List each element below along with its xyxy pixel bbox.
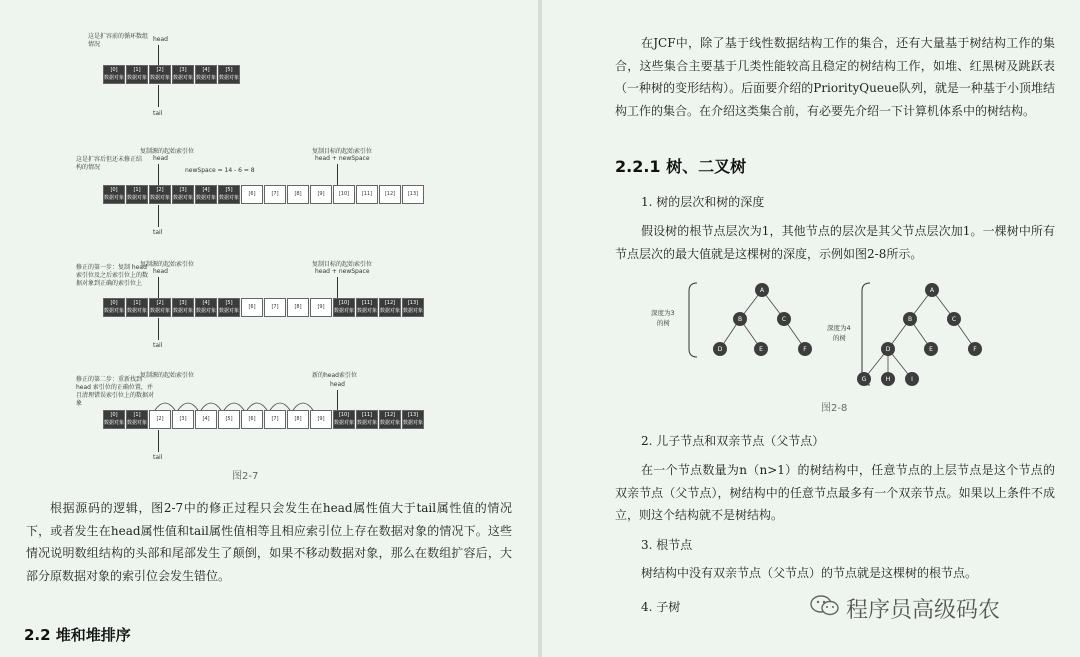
fig3-head-new: head + newSpace — [315, 268, 370, 275]
fig2-note: 这是扩容后但还未修正结构的情况 — [76, 156, 143, 171]
subheading-3: 3. 根节点 — [641, 538, 693, 552]
fig2-newhead-arrow — [337, 164, 338, 185]
array-cell: [3] 数据对象 — [172, 185, 194, 204]
subheading-4: 4. 子树 — [641, 600, 681, 614]
figure-caption: 图2-8 — [821, 403, 848, 414]
right-page — [542, 0, 1080, 657]
tree-figure — [637, 275, 1057, 395]
tree2-label-line1: 深度为4 — [827, 324, 851, 332]
fig1-tail-arrow — [158, 85, 159, 107]
paragraph-1: 假设树的根节点层次为1，其他节点的层次是其父节点层次加1。一棵树中所有节点层次的最大值就是这棵树的深度，示例如图2-8所示。 — [615, 224, 1055, 261]
watermark: 程序员高级码农 — [846, 598, 1001, 623]
fig4-head-label: head — [330, 381, 345, 388]
fig4-note: 修正的第二步：重新找到 head 索引位的正确位置，并且清理错误索引位上的数据对象 — [76, 376, 155, 407]
array-cell: [11] 数据对象 — [356, 298, 378, 317]
fig1-array — [103, 65, 241, 84]
array-cell: [3] — [172, 410, 194, 429]
wechat-icon — [810, 594, 840, 616]
array-cell: [2] 数据对象 — [149, 65, 171, 84]
array-cell: [7] — [264, 185, 286, 204]
tree2-node: F — [973, 346, 977, 353]
tree2-node: E — [929, 346, 933, 353]
array-cell: [9] — [310, 410, 332, 429]
fig2-copy-dst: 复制目标的起始索引位 — [312, 148, 373, 155]
array-cell: [2] 数据对象 — [149, 298, 171, 317]
array-cell: [13] 数据对象 — [402, 298, 424, 317]
paragraph-2: 在一个节点数量为n（n>1）的树结构中，任意节点的上层节点是这个节点的双亲节点（父节点），树结构中的任意节点最多有一个双亲节点。如果以上条件不成立，则这个结构就不是树结构。 — [615, 463, 1055, 522]
array-cell: [6] — [241, 185, 263, 204]
tree2-node: B — [907, 316, 913, 323]
fig1-head-label: head — [153, 36, 168, 43]
array-cell: [8] — [287, 298, 309, 317]
fig2-head-label: head — [153, 155, 168, 162]
tree1-node: D — [717, 346, 723, 353]
fig4-array — [103, 410, 425, 429]
array-cell: [12] 数据对象 — [379, 410, 401, 429]
array-cell: [3] 数据对象 — [172, 65, 194, 84]
intro-paragraph: 在JCF中，除了基于线性数据结构工作的集合，还有大量基于树结构工作的集合，这些集合主要基于几类性能较高且稳定的树结构工作，如堆、红黑树及跳跃表（一种树的变形结构）。后面要介绍的PriorityQueue队列，就是一种基于小顶堆结构工作的集合。在介绍这类集合前，有必要先介绍一下计算机体系中的树结构。 — [615, 36, 1055, 118]
fig3-head-arrow — [158, 277, 159, 298]
fig1-head-arrow — [158, 45, 159, 65]
tree1-node: A — [759, 287, 765, 294]
array-cell: [2] 数据对象 — [149, 185, 171, 204]
array-cell: [1] 数据对象 — [126, 185, 148, 204]
fig1-tail-label: tail — [153, 110, 163, 117]
fig3-copy-src: 复制源的起始索引位 — [140, 261, 195, 268]
fig2-head-new: head + newSpace — [315, 155, 370, 162]
tree2-node: H — [885, 376, 891, 383]
array-cell: [10] 数据对象 — [333, 410, 355, 429]
fig3-newhead-arrow — [337, 277, 338, 298]
fig2-copy-src: 复制源的起始索引位 — [140, 148, 195, 155]
array-cell: [1] 数据对象 — [126, 410, 148, 429]
fig3-copy-dst: 复制目标的起始索引位 — [312, 261, 373, 268]
left-page — [0, 0, 538, 657]
array-cell: [4] 数据对象 — [195, 185, 217, 204]
tree2-node: D — [885, 346, 891, 353]
fig3-head-label: head — [153, 268, 168, 275]
tree1-node: E — [759, 346, 763, 353]
array-cell: [9] — [310, 298, 332, 317]
array-cell: [5] 数据对象 — [218, 298, 240, 317]
fig1-note: 这是扩容前的循环数组情况 — [88, 33, 149, 48]
tree2-node: G — [861, 376, 867, 383]
fig4-move-arrows — [150, 392, 320, 412]
tree2-node: A — [929, 287, 935, 294]
section-heading: 2.2.1 树、二叉树 — [615, 157, 747, 176]
figure-caption: 图2-7 — [232, 471, 259, 482]
array-cell: [6] — [241, 410, 263, 429]
array-cell: [13] 数据对象 — [402, 410, 424, 429]
array-cell: [0] 数据对象 — [103, 65, 125, 84]
array-cell: [4] 数据对象 — [195, 298, 217, 317]
array-cell: [7] — [264, 410, 286, 429]
array-cell: [11] 数据对象 — [356, 410, 378, 429]
array-cell: [2] — [149, 410, 171, 429]
tree2-node: I — [911, 376, 913, 383]
tree1-node: B — [737, 316, 743, 323]
section-heading: 2.2 堆和堆排序 — [24, 626, 131, 644]
array-cell: [1] 数据对象 — [126, 298, 148, 317]
array-cell: [4] 数据对象 — [195, 65, 217, 84]
array-cell: [8] — [287, 185, 309, 204]
fig3-array — [103, 298, 425, 317]
array-cell: [4] — [195, 410, 217, 429]
fig2-head-arrow — [158, 164, 159, 185]
subheading-2: 2. 儿子节点和双亲节点（父节点） — [641, 434, 825, 448]
array-cell: [0] 数据对象 — [103, 298, 125, 317]
fig4-head-arrow — [337, 390, 338, 410]
fig3-note: 修正的第一步：复制 head 索引位及之后索引位上的数据对象到正确的索引位上 — [76, 264, 149, 287]
fig3-tail-label: tail — [153, 342, 163, 349]
array-cell: [13] — [402, 185, 424, 204]
tree2-node: C — [951, 316, 957, 323]
subheading-1: 1. 树的层次和树的深度 — [641, 195, 765, 209]
array-cell: [9] — [310, 185, 332, 204]
array-cell: [3] 数据对象 — [172, 298, 194, 317]
fig2-tail-label: tail — [153, 229, 163, 236]
tree1-label-line1: 深度为3 — [651, 309, 675, 317]
tree1-label-line2: 的树 — [657, 319, 670, 327]
array-cell: [0] 数据对象 — [103, 185, 125, 204]
array-cell: [10] — [333, 185, 355, 204]
array-cell: [12] — [379, 185, 401, 204]
array-cell: [8] — [287, 410, 309, 429]
array-cell: [5] 数据对象 — [218, 185, 240, 204]
tree2-label-line2: 的树 — [833, 334, 846, 342]
array-cell: [7] — [264, 298, 286, 317]
array-cell: [6] — [241, 298, 263, 317]
array-cell: [5] 数据对象 — [218, 65, 240, 84]
tree1-node: C — [781, 316, 787, 323]
fig2-array — [103, 185, 425, 204]
array-cell: [12] 数据对象 — [379, 298, 401, 317]
array-cell: [5] — [218, 410, 240, 429]
fig4-tail-label: tail — [153, 454, 163, 461]
array-cell: [10] 数据对象 — [333, 298, 355, 317]
body-paragraph: 根据源码的逻辑，图2-7中的修正过程只会发生在head属性值大于tail属性值的情况下，或者发生在head属性值和tail属性值相等且相应索引位上存在数据对象的情况下。这些情况说明数组结构的头部和尾部发生了颠倒，如果不移动数据对象，那么在数组扩容后，大部分原数据对象的索引位会发生错位。 — [26, 501, 512, 583]
tree1-node: F — [803, 346, 807, 353]
fig4-tail-arrow — [158, 430, 159, 452]
fig2-formula: newSpace = 14 - 6 = 8 — [185, 167, 255, 174]
fig3-tail-arrow — [158, 318, 159, 340]
paragraph-3: 树结构中没有双亲节点（父节点）的节点就是这棵树的根节点。 — [641, 566, 978, 580]
fig4-copy-src: 复制源的起始索引位 — [140, 372, 195, 379]
array-cell: [0] 数据对象 — [103, 410, 125, 429]
fig4-new-head-label: 新的head索引位 — [312, 372, 357, 379]
array-cell: [1] 数据对象 — [126, 65, 148, 84]
fig2-tail-arrow — [158, 205, 159, 227]
array-cell: [11] — [356, 185, 378, 204]
